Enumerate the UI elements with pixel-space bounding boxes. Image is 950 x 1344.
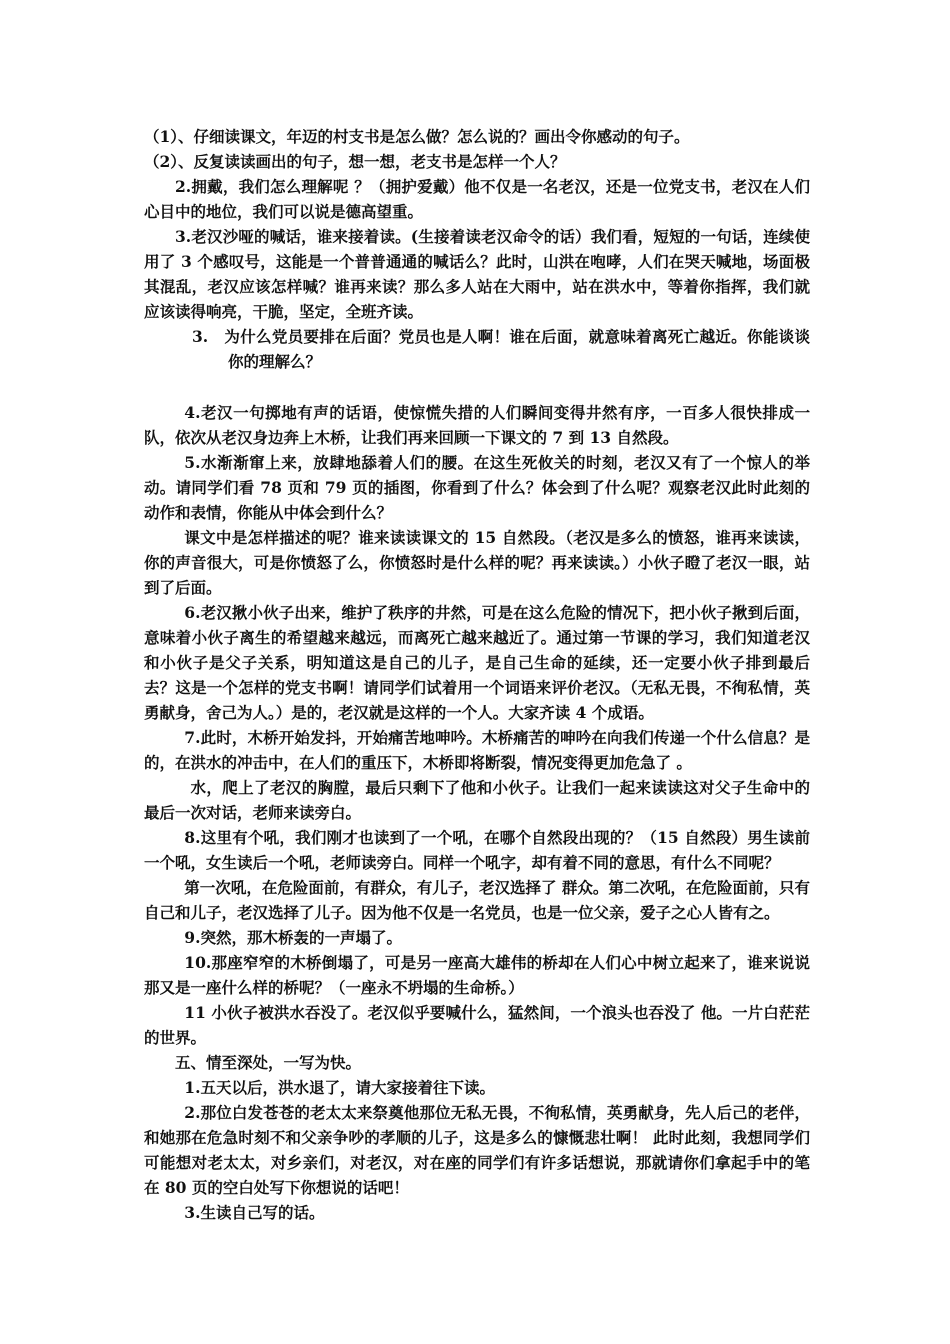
list-item-3: 3. 为什么党员要排在后面？党员也是人啊！谁在后面，就意味着离死亡越近。你能谈谈你的理解么？ bbox=[192, 327, 810, 371]
paragraph-5: 5.水渐渐窜上来，放肆地舔着人们的腰。在这生死攸关的时刻，老汉又有了一个惊人的举动。请同学们看 78 页和 79 页的插图，你看到了什么？体会到了什么呢？观察老汉此时此刻的动作和表情，你能从中体会到什么？ bbox=[144, 453, 810, 522]
paragraph-4: 4.老汉一句掷地有声的话语，使惊慌失措的人们瞬间变得井然有序，一百多人很快排成一队，依次从老汉身边奔上木桥，让我们再来回顾一下课文的 7 到 13 自然段。 bbox=[144, 403, 810, 447]
question-2: （2）、反复读读画出的句子，想一想，老支书是怎样一个人？ bbox=[144, 152, 566, 171]
paragraph-7: 7.此时，木桥开始发抖，开始痛苦地呻吟。木桥痛苦的呻吟在向我们传递一个什么信息？是的，在洪水的冲击中，在人们的重压下，木桥即将断裂，情况变得更加危急了 。 bbox=[144, 728, 810, 772]
document-body bbox=[144, 124, 810, 1225]
paragraph-7-continued: 水，爬上了老汉的胸膛，最后只剩下了他和小伙子。让我们一起来读读这对父子生命中的最后一次对话，老师来读旁白。 bbox=[144, 778, 810, 822]
step-3: 3.生读自己写的话。 bbox=[184, 1203, 325, 1222]
question-1: （1）、仔细读课文，年迈的村支书是怎么做？怎么说的？画出令你感动的句子。 bbox=[144, 127, 690, 146]
paragraph-9: 9.突然，那木桥轰的一声塌了。 bbox=[184, 928, 402, 947]
section-heading-5: 五、情至深处，一写为快。 bbox=[175, 1053, 362, 1072]
step-2: 2.那位白发苍苍的老太太来祭奠他那位无私无畏，不徇私情，英勇献身，先人后己的老伴，和她那在危急时刻不和父亲争吵的孝顺的儿子，这是多么的慷慨悲壮啊！ 此时此刻，我想同学们可能想对老太太，对乡亲们，对老汉，对在座的同学们有许多话想说，那就请你们拿起手中的笔在 80 页的空白处写下你想说的话吧！ bbox=[144, 1103, 810, 1197]
paragraph-6: 6.老汉揪小伙子出来，维护了秩序的井然，可是在这么危险的情况下，把小伙子揪到后面，意味着小伙子离生的希望越来越远，而离死亡越来越近了。通过第一节课的学习，我们知道老汉和小伙子是父子关系，明知道这是自己的儿子，是自己生命的延续，还一定要小伙子排到最后去？这是一个怎样的党支书啊！请同学们试着用一个词语来评价老汉。（无私无畏，不徇私情，英勇献身，舍己为人。）是的，老汉就是这样的一个人。大家齐读 4 个成语。 bbox=[144, 603, 810, 722]
paragraph-10: 10.那座窄窄的木桥倒塌了，可是另一座高大雄伟的桥却在人们心中树立起来了，谁来说说那又是一座什么样的桥呢？（一座永不坍塌的生命桥。） bbox=[144, 953, 810, 997]
paragraph-11: 11 小伙子被洪水吞没了。老汉似乎要喊什么，猛然间，一个浪头也吞没了 他。一片白茫茫的世界。 bbox=[144, 1003, 810, 1047]
paragraph-3: 3.老汉沙哑的喊话，谁来接着读。(生接着读老汉命令的话）我们看，短短的一句话，连续使用了 3 个感叹号，这能是一个普普通通的喊话么？此时，山洪在咆哮，人们在哭天喊地，场面极其混乱，老汉应该怎样喊？谁再来读？那么多人站在大雨中，站在洪水中，等着你指挥，我们就应该读得响亮，干脆，坚定，全班齐读。 bbox=[144, 227, 810, 321]
paragraph-8: 8.这里有个吼，我们刚才也读到了一个吼，在哪个自然段出现的？（15 自然段）男生读前一个吼，女生读后一个吼，老师读旁白。同样一个吼字，却有着不同的意思，有什么不同呢？ bbox=[144, 828, 810, 872]
blank-line bbox=[144, 374, 810, 400]
paragraph-2: 2.拥戴，我们怎么理解呢 ？（拥护爱戴）他不仅是一名老汉，还是一位党支书，老汉在人们心目中的地位，我们可以说是德高望重。 bbox=[144, 177, 810, 221]
paragraph-8-continued: 第一次吼，在危险面前，有群众，有儿子，老汉选择了 群众。第二次吼，在危险面前，只有自己和儿子，老汉选择了儿子。因为他不仅是一名党员，也是一位父亲，爱子之心人皆有之。 bbox=[144, 878, 810, 922]
paragraph-5-continued: 课文中是怎样描述的呢？谁来读读课文的 15 自然段。（老汉是多么的愤怒，谁再来读读，你的声音很大，可是你愤怒了么，你愤怒时是什么样的呢？再来读读。）小伙子瞪了老汉一眼，站到了后面。 bbox=[144, 528, 810, 597]
step-1: 1.五天以后，洪水退了，请大家接着往下读。 bbox=[184, 1078, 495, 1097]
